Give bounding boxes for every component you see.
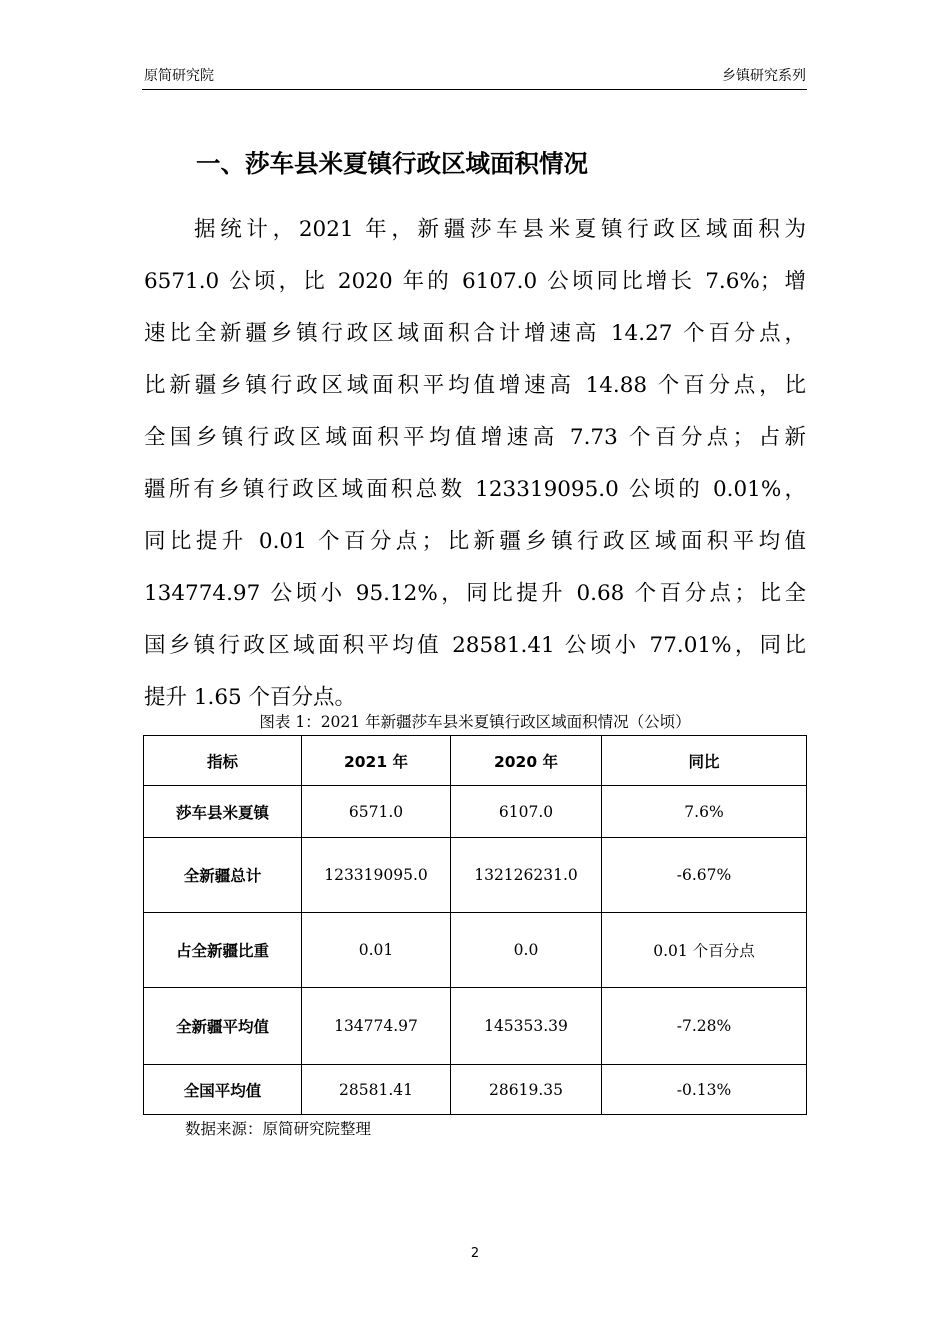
table-row xyxy=(144,1065,807,1115)
cell-yoy: 7.6% xyxy=(602,786,807,838)
row-label: 占全新疆比重 xyxy=(144,913,302,988)
paragraph-line: 疆所有乡镇行政区域面积总数 123319095.0 公顷的 0.01%， xyxy=(144,477,806,502)
row-label: 全新疆平均值 xyxy=(144,988,302,1065)
header-cell-2020: 2020 年 xyxy=(451,736,602,786)
cell-2021: 0.01 xyxy=(302,913,451,988)
cell-2020: 0.0 xyxy=(451,913,602,988)
paragraph-line: 同比提升 0.01 个百分点；比新疆乡镇行政区域面积平均值 xyxy=(144,529,806,554)
cell-2021: 134774.97 xyxy=(302,988,451,1065)
header-divider xyxy=(142,89,807,90)
cell-yoy: -0.13% xyxy=(602,1065,807,1115)
cell-2021: 123319095.0 xyxy=(302,838,451,913)
paragraph-line: 全国乡镇行政区域面积平均值增速高 7.73 个百分点；占新 xyxy=(144,425,806,450)
paragraph-line: 6571.0 公顷，比 2020 年的 6107.0 公顷同比增长 7.6%；增 xyxy=(144,269,806,294)
paragraph-line: 比新疆乡镇行政区域面积平均值增速高 14.88 个百分点，比 xyxy=(144,373,806,398)
page-number: 2 xyxy=(470,1246,480,1261)
paragraph-line: 国乡镇行政区域面积平均值 28581.41 公顷小 77.01%，同比 xyxy=(144,633,806,658)
cell-2021: 28581.41 xyxy=(302,1065,451,1115)
cell-2020: 132126231.0 xyxy=(451,838,602,913)
cell-2020: 6107.0 xyxy=(451,786,602,838)
cell-2021: 6571.0 xyxy=(302,786,451,838)
header-right-series: 乡镇研究系列 xyxy=(722,68,806,84)
cell-2020: 145353.39 xyxy=(451,988,602,1065)
header-cell-yoy: 同比 xyxy=(602,736,807,786)
body-paragraph xyxy=(144,204,806,724)
header-cell-2021: 2021 年 xyxy=(302,736,451,786)
table-row xyxy=(144,786,807,838)
area-data-table xyxy=(143,735,807,1115)
header-cell-indicator: 指标 xyxy=(144,736,302,786)
section-title: 一、莎车县米夏镇行政区域面积情况 xyxy=(196,149,588,178)
table-row xyxy=(144,838,807,913)
header-left-org: 原简研究院 xyxy=(144,68,214,84)
paragraph-line: 提升 1.65 个百分点。 xyxy=(144,685,357,710)
source-note: 数据来源：原简研究院整理 xyxy=(185,1120,372,1138)
paragraph-line: 134774.97 公顷小 95.12%，同比提升 0.68 个百分点；比全 xyxy=(144,581,806,606)
table-row xyxy=(144,988,807,1065)
table-caption: 图表 1：2021 年新疆莎车县米夏镇行政区域面积情况（公顷） xyxy=(259,713,691,731)
cell-2020: 28619.35 xyxy=(451,1065,602,1115)
table-row xyxy=(144,913,807,988)
cell-yoy: -7.28% xyxy=(602,988,807,1065)
cell-yoy: 0.01 个百分点 xyxy=(602,913,807,988)
table-header-row xyxy=(144,736,807,786)
paragraph-line: 速比全新疆乡镇行政区域面积合计增速高 14.27 个百分点， xyxy=(144,321,806,346)
cell-yoy: -6.67% xyxy=(602,838,807,913)
paragraph-line: 据统计，2021 年，新疆莎车县米夏镇行政区域面积为 xyxy=(194,217,806,242)
row-label: 全国平均值 xyxy=(144,1065,302,1115)
row-label: 莎车县米夏镇 xyxy=(144,786,302,838)
row-label: 全新疆总计 xyxy=(144,838,302,913)
